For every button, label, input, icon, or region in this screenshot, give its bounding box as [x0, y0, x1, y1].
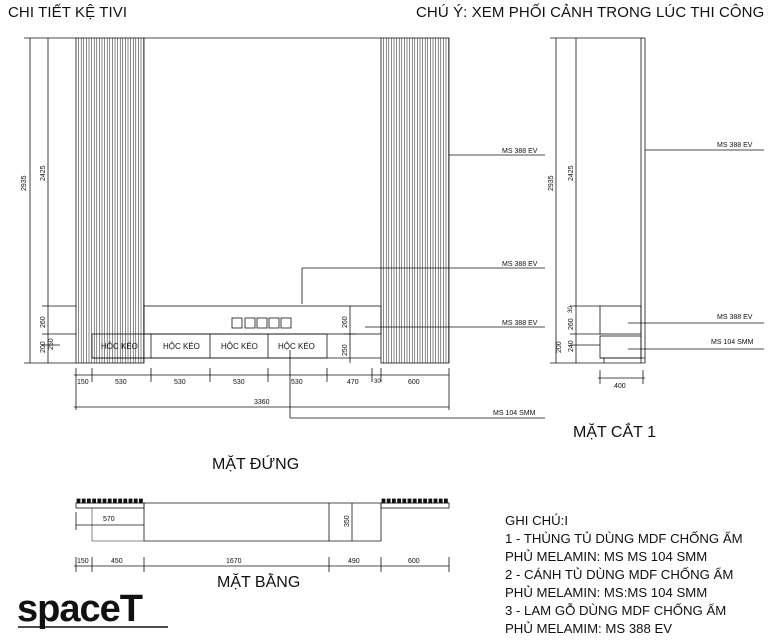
- slat-tooth: [434, 499, 437, 503]
- slat-tooth: [113, 499, 116, 503]
- slat-tooth: [103, 499, 106, 503]
- section-title: MẶT CẮT 1: [573, 424, 656, 441]
- section-dim-240: 240: [568, 340, 575, 352]
- section-callout-ms388-1: MS 388 EV: [717, 142, 753, 149]
- left-slats: [79, 38, 144, 363]
- plan-slat-teeth-left: [77, 499, 142, 503]
- slat-tooth: [134, 499, 137, 503]
- slat-tooth: [382, 499, 385, 503]
- drawer-3-label: HỘC KÉO: [221, 342, 258, 351]
- section-dim-260: 260: [568, 318, 575, 330]
- notes-block: [505, 512, 743, 638]
- dim-3360: 3360: [254, 399, 270, 406]
- plan-dim-490: 490: [348, 558, 360, 565]
- slat-tooth: [424, 499, 427, 503]
- dim-260: 260: [40, 316, 47, 328]
- drawing-note-header: CHÚ Ý: XEM PHỐI CẢNH TRONG LÚC THI CÔNG: [416, 4, 765, 21]
- note-line-1: 1 - THÙNG TỦ DÙNG MDF CHỐNG ẨM: [505, 531, 743, 546]
- plan-dim-1670: 1670: [226, 558, 242, 565]
- spacet-logo: spaceT: [17, 588, 142, 630]
- plan-dim-150: 150: [77, 558, 89, 565]
- dim-470: 470: [347, 379, 359, 386]
- slat-tooth: [98, 499, 101, 503]
- drawer-1-label: HỘC KÉO: [101, 342, 138, 351]
- dim-530-c: 530: [233, 379, 245, 386]
- slat-tooth: [392, 499, 395, 503]
- section-shelf: [600, 306, 641, 334]
- dim-150: 150: [77, 379, 89, 386]
- slat-tooth: [398, 499, 401, 503]
- section-callout-ms104: MS 104 SMM: [711, 339, 754, 346]
- plan-dim-570: 570: [103, 516, 115, 523]
- drawer-2-label: HỘC KÉO: [163, 342, 200, 351]
- note-line-2: PHỦ MELAMIN: MS MS 104 SMM: [505, 549, 708, 564]
- callout-ms388-3: MS 388 EV: [502, 320, 538, 327]
- slat-tooth: [124, 499, 127, 503]
- shelf-boxes: [232, 318, 291, 328]
- callout-ms388-1: MS 388 EV: [502, 148, 538, 155]
- dim-250-right: 250: [342, 344, 349, 356]
- callout-ms388-2: MS 388 EV: [502, 261, 538, 268]
- section-drawer: [600, 336, 641, 358]
- slat-tooth: [413, 499, 416, 503]
- slat-tooth: [93, 499, 96, 503]
- slat-tooth: [87, 499, 90, 503]
- slat-tooth: [444, 499, 447, 503]
- plan-dim-450: 450: [111, 558, 123, 565]
- slat-tooth: [418, 499, 421, 503]
- note-line-4: PHỦ MELAMIN: MS:MS 104 SMM: [505, 585, 708, 600]
- dim-250: 250: [48, 338, 55, 350]
- note-line-3: 2 - CÁNH TỦ DÙNG MDF CHỐNG ẨM: [505, 567, 734, 582]
- slat-tooth: [119, 499, 122, 503]
- plan-dim-350: 350: [344, 515, 351, 527]
- slat-tooth: [403, 499, 406, 503]
- slat-tooth: [387, 499, 390, 503]
- section-dim-2425: 2425: [568, 165, 575, 181]
- notes-heading: GHI CHÚ:I: [505, 513, 569, 528]
- slat-tooth: [139, 499, 142, 503]
- slat-tooth: [82, 499, 85, 503]
- section-callout-ms388-2: MS 388 EV: [717, 314, 753, 321]
- section-dim-30: 30: [568, 306, 574, 313]
- section-dim-2935: 2935: [548, 175, 555, 191]
- dim-530-b: 530: [174, 379, 186, 386]
- drawer-4-label: HỘC KÉO: [278, 342, 315, 351]
- plan-view: [74, 499, 449, 572]
- section-dim-200: 200: [556, 341, 563, 353]
- dim-30: 30: [374, 379, 381, 385]
- plan-slat-teeth-right: [382, 499, 447, 503]
- dim-2425: 2425: [40, 165, 47, 181]
- section-dim-400: 400: [614, 383, 626, 390]
- dim-260-right: 260: [342, 316, 349, 328]
- dim-600: 600: [408, 379, 420, 386]
- section-view: [550, 38, 764, 384]
- slat-tooth: [429, 499, 432, 503]
- right-slats: [384, 38, 449, 363]
- dim-2935: 2935: [21, 175, 28, 191]
- callout-ms104: MS 104 SMM: [493, 410, 536, 417]
- elevation-title: MẶT ĐỨNG: [212, 456, 300, 473]
- elevation-view: [24, 38, 545, 418]
- note-line-6: PHỦ MELAMIM: MS 388 EV: [505, 621, 673, 636]
- slat-tooth: [129, 499, 132, 503]
- slat-tooth: [439, 499, 442, 503]
- plan-title: MẶT BẰNG: [217, 574, 301, 591]
- drawing-title: CHI TIẾT KỆ TIVI: [8, 4, 128, 21]
- note-line-5: 3 - LAM GỖ DÙNG MDF CHỐNG ẨM: [505, 603, 727, 618]
- slat-tooth: [408, 499, 411, 503]
- plan-dim-600: 600: [408, 558, 420, 565]
- dim-530-a: 530: [115, 379, 127, 386]
- slat-tooth: [108, 499, 111, 503]
- slat-tooth: [77, 499, 80, 503]
- dim-530-d: 530: [291, 379, 303, 386]
- dim-200: 200: [40, 341, 47, 353]
